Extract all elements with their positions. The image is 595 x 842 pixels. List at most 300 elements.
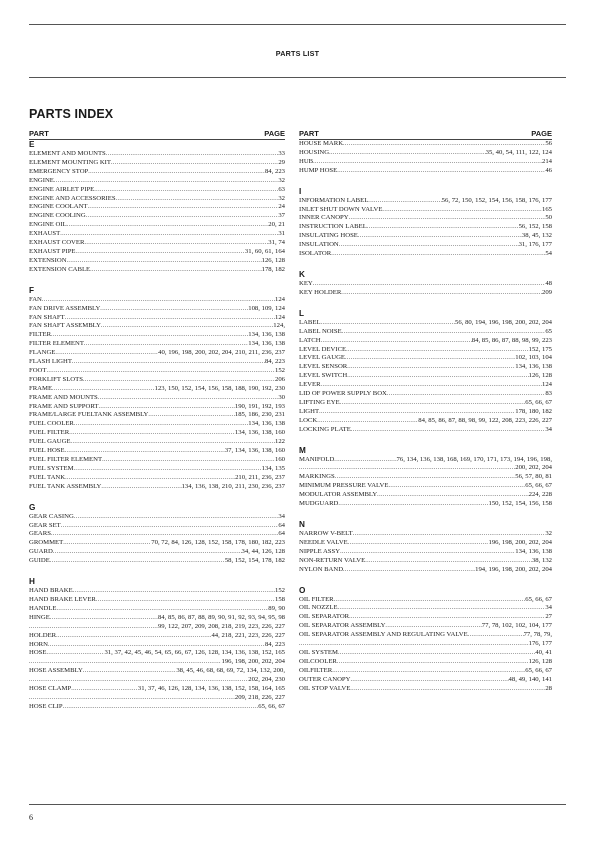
dot-leader bbox=[349, 214, 546, 223]
section-letter: N bbox=[299, 520, 305, 529]
part-name: FRAME/LARGE FUELTANK ASSEMBLY bbox=[29, 411, 149, 419]
index-entry bbox=[299, 223, 552, 232]
index-entry bbox=[29, 530, 285, 539]
dot-leader bbox=[299, 464, 515, 473]
page-refs: 31 bbox=[278, 230, 285, 238]
index-entry bbox=[29, 456, 285, 465]
dot-leader bbox=[29, 623, 158, 632]
dot-leader bbox=[29, 694, 235, 703]
dot-leader bbox=[74, 420, 248, 429]
index-entry bbox=[29, 159, 285, 168]
section-gap bbox=[299, 575, 552, 586]
dot-leader bbox=[338, 500, 488, 509]
page-refs: 134, 136, 138 bbox=[248, 340, 285, 348]
index-entry bbox=[29, 239, 285, 248]
page-refs: 134, 136, 138, 210, 211, 230, 236, 237 bbox=[181, 482, 285, 490]
index-entry bbox=[299, 206, 552, 215]
part-name: HANDLE bbox=[29, 604, 57, 612]
dot-leader bbox=[299, 640, 529, 649]
part-name: INSULATION bbox=[299, 241, 339, 249]
part-name: HORN bbox=[29, 640, 48, 648]
part-name: NIPPLE ASSY bbox=[299, 547, 341, 555]
index-entry bbox=[299, 658, 552, 667]
dot-leader bbox=[367, 223, 519, 232]
part-name: OIL SEPARATOR bbox=[299, 613, 350, 621]
index-entry bbox=[299, 500, 552, 509]
index-entry bbox=[29, 314, 285, 323]
dot-leader bbox=[313, 158, 542, 167]
page-refs: 124 bbox=[274, 313, 285, 321]
page-refs: 56 bbox=[545, 140, 552, 147]
page-refs: 48, 49, 140, 141 bbox=[508, 675, 552, 683]
index-entry bbox=[29, 522, 285, 531]
index-entry bbox=[29, 195, 285, 204]
dot-leader bbox=[345, 354, 515, 363]
page-refs: 37, 134, 136, 138, 160 bbox=[224, 447, 285, 455]
part-name: LIFTING EYE bbox=[299, 398, 340, 406]
index-entry bbox=[29, 177, 285, 186]
page-refs: 64 bbox=[278, 530, 285, 538]
page-refs: 32 bbox=[278, 176, 285, 184]
dot-leader bbox=[29, 676, 248, 685]
index-entry bbox=[299, 596, 552, 605]
page-refs: 56, 80, 194, 196, 198, 200, 202, 204 bbox=[455, 318, 552, 326]
part-name: OIL SEPARATOR ASSEMBLY AND REGULATING VALVE bbox=[299, 631, 468, 639]
page-refs: 124 bbox=[541, 381, 552, 389]
page-refs: 33 bbox=[278, 150, 285, 157]
part-name: OIL NOZZLE bbox=[299, 604, 338, 612]
part-name: HOUSING bbox=[299, 148, 330, 156]
dot-leader bbox=[385, 622, 481, 631]
page-refs: 35, 40, 54, 111, 122, 124 bbox=[485, 148, 552, 156]
index-entry bbox=[29, 367, 285, 376]
dot-leader bbox=[358, 232, 522, 241]
page-refs: 89, 90 bbox=[268, 604, 285, 612]
index-entry bbox=[29, 605, 285, 614]
section-gap bbox=[299, 298, 552, 309]
page-refs: 102, 103, 104 bbox=[515, 354, 552, 362]
dot-leader bbox=[337, 658, 529, 667]
page-refs: 56, 57, 80, 81 bbox=[515, 473, 552, 481]
section-gap bbox=[299, 259, 552, 270]
index-entry bbox=[29, 438, 285, 447]
part-name: HUB bbox=[299, 157, 314, 165]
page-refs: 209 bbox=[541, 288, 552, 296]
dot-leader bbox=[116, 195, 279, 204]
index-entry bbox=[29, 230, 285, 239]
dot-leader bbox=[343, 566, 475, 575]
page-refs: 65, 66, 67 bbox=[525, 482, 552, 490]
part-name: HAND BRAKE LEVER bbox=[29, 595, 96, 603]
index-entry bbox=[299, 426, 552, 435]
page-refs: 122 bbox=[274, 438, 285, 446]
dot-leader bbox=[90, 266, 261, 275]
part-header: PART bbox=[299, 129, 319, 138]
page-refs: 152 bbox=[274, 587, 285, 595]
page-refs: 44, 218, 221, 223, 226, 227 bbox=[211, 631, 285, 639]
page-refs: 40, 196, 198, 200, 202, 204, 210, 211, 236, 237 bbox=[158, 349, 285, 357]
part-name: FRAME AND MOUNTS bbox=[29, 393, 98, 401]
index-entry bbox=[29, 513, 285, 522]
page-refs: 152 bbox=[274, 366, 285, 374]
index-title: PARTS INDEX bbox=[29, 107, 114, 121]
page-refs: 214 bbox=[541, 157, 552, 165]
part-name: INSTRUCTION LABEL bbox=[299, 223, 367, 231]
index-entry bbox=[29, 703, 285, 712]
page-refs: 124, bbox=[273, 322, 285, 330]
index-entry bbox=[299, 241, 552, 250]
index-entry bbox=[29, 429, 285, 438]
page-refs: 134, 136, 138, 160 bbox=[234, 429, 285, 437]
index-entry bbox=[29, 212, 285, 221]
dot-leader bbox=[74, 513, 279, 522]
dot-leader bbox=[61, 522, 279, 531]
part-name: LEVEL SENSOR bbox=[299, 363, 348, 371]
dot-leader bbox=[334, 456, 396, 465]
dot-leader bbox=[84, 340, 248, 349]
part-name: NON-RETURN VALVE bbox=[299, 556, 366, 564]
page-refs: 190, 191, 192, 193 bbox=[234, 402, 285, 410]
part-name: LEVEL GAUGE bbox=[299, 354, 345, 362]
dot-leader bbox=[56, 632, 211, 641]
dot-leader bbox=[83, 376, 275, 385]
page-refs: 38, 45, 46, 68, 68, 69, 72, 134, 132, 200, bbox=[176, 667, 285, 675]
dot-leader bbox=[69, 429, 235, 438]
index-entry bbox=[29, 349, 285, 358]
dot-leader bbox=[350, 685, 545, 694]
index-entry bbox=[299, 631, 552, 640]
dot-leader bbox=[368, 197, 441, 206]
part-name: MUDGUARD bbox=[299, 500, 339, 508]
page-refs: 185, 186, 230, 231 bbox=[234, 411, 285, 419]
section-letter: I bbox=[299, 186, 302, 196]
part-name: ELEMENT MOUNTING KIT bbox=[29, 158, 111, 166]
part-name: OIL SEPARATOR ASSEMBLY bbox=[299, 622, 386, 630]
dot-leader bbox=[313, 280, 546, 289]
index-entry bbox=[29, 667, 285, 676]
index-entry bbox=[29, 539, 285, 548]
index-entry bbox=[29, 474, 285, 483]
part-name: ENGINE AND ACCESSORIES bbox=[29, 194, 116, 202]
page-refs: 63 bbox=[278, 185, 285, 193]
index-entry bbox=[299, 473, 552, 482]
index-entry bbox=[299, 613, 552, 622]
index-entry bbox=[29, 385, 285, 394]
page-refs: 34 bbox=[545, 425, 552, 433]
dot-leader bbox=[365, 557, 532, 566]
page-refs: 84, 223 bbox=[264, 167, 285, 175]
index-entry bbox=[299, 667, 552, 676]
part-name: MARKINGS bbox=[299, 473, 335, 481]
part-name: ISOLATOR bbox=[299, 250, 332, 258]
part-name: OIL SYSTEM bbox=[299, 648, 338, 656]
dot-leader bbox=[338, 604, 546, 613]
dot-leader bbox=[340, 399, 526, 408]
page-refs: 134, 135 bbox=[261, 464, 285, 472]
part-name: LIGHT bbox=[299, 407, 320, 415]
index-entries bbox=[299, 140, 552, 694]
page-refs: 77, 78, 102, 102, 104, 177 bbox=[481, 622, 552, 630]
dot-leader bbox=[321, 381, 542, 390]
dot-leader bbox=[29, 658, 221, 667]
index-entry bbox=[299, 456, 552, 465]
part-name: FAN SHAFT bbox=[29, 313, 65, 321]
page-refs: 34 bbox=[545, 604, 552, 612]
page-refs: 76, 134, 136, 138, 168, 169, 170, 171, 173, 194, 196, 198, bbox=[396, 455, 552, 463]
index-entry bbox=[299, 622, 552, 631]
page-refs: 200, 202, 204 bbox=[515, 464, 552, 472]
index-entry bbox=[299, 381, 552, 390]
dot-leader bbox=[74, 465, 262, 474]
index-entry bbox=[299, 280, 552, 289]
page-header: PAGE bbox=[264, 129, 285, 138]
section-letter: K bbox=[299, 269, 305, 279]
column-header bbox=[299, 129, 552, 140]
dot-leader bbox=[342, 328, 546, 337]
part-name: GROMMET bbox=[29, 539, 64, 547]
part-name: FILTER bbox=[29, 331, 52, 339]
index-entry bbox=[299, 649, 552, 658]
page-refs: 24 bbox=[278, 203, 285, 211]
dot-leader bbox=[341, 289, 542, 298]
part-name: HOLDER bbox=[29, 631, 57, 639]
dot-leader bbox=[71, 685, 138, 694]
page-refs: 56, 152, 158 bbox=[518, 223, 552, 231]
part-name: LABEL bbox=[299, 318, 321, 326]
page-refs: 108, 109, 124 bbox=[248, 304, 285, 312]
page-refs: 178, 182 bbox=[261, 265, 285, 273]
page-refs: 30 bbox=[278, 393, 285, 401]
dot-leader bbox=[72, 358, 265, 367]
part-name: INNER CANOPY bbox=[299, 214, 349, 222]
part-name: FUEL HOSE bbox=[29, 447, 65, 455]
index-entry bbox=[299, 417, 552, 426]
part-name: HOSE bbox=[29, 649, 47, 657]
page-refs: 46 bbox=[545, 166, 552, 174]
page-refs: 77, 78, 79, bbox=[523, 631, 552, 639]
index-entry bbox=[29, 168, 285, 177]
page-refs: 28 bbox=[545, 684, 552, 692]
part-name: OILCOOLER bbox=[299, 657, 337, 665]
page-refs: 31, 74 bbox=[268, 239, 285, 247]
index-entry bbox=[299, 149, 552, 158]
index-entry bbox=[29, 587, 285, 596]
page-refs: 134, 136, 138 bbox=[248, 331, 285, 339]
page-refs: 65, 66, 67 bbox=[525, 595, 552, 603]
dot-leader bbox=[331, 250, 545, 259]
part-name: LATCH bbox=[299, 336, 321, 344]
index-entry bbox=[29, 257, 285, 266]
index-entry bbox=[299, 408, 552, 417]
part-name: EXHAUST COVER bbox=[29, 239, 85, 247]
index-entry bbox=[299, 685, 552, 694]
part-name: KEY bbox=[299, 279, 313, 287]
index-entry bbox=[29, 296, 285, 305]
page-refs: 84, 85, 86, 87, 88, 98, 99, 223 bbox=[471, 336, 552, 344]
dot-leader bbox=[67, 221, 269, 230]
dot-leader bbox=[335, 473, 516, 482]
page-refs: 99, 122, 207, 209, 208, 218, 219, 223, 226, 227 bbox=[157, 622, 285, 630]
dot-leader bbox=[339, 241, 519, 250]
dot-leader bbox=[76, 248, 245, 257]
part-name: HAND BRAKE bbox=[29, 587, 73, 595]
part-name: FRAME AND SUPPORT bbox=[29, 402, 99, 410]
page-refs: 194, 196, 198, 200, 202, 204 bbox=[475, 565, 552, 573]
page-refs: 209, 218, 226, 227 bbox=[234, 693, 285, 701]
part-name: OILFILTER bbox=[299, 666, 333, 674]
index-entry bbox=[299, 197, 552, 206]
dot-leader bbox=[46, 367, 275, 376]
index-entry bbox=[29, 614, 285, 623]
page-refs: 56, 72, 150, 152, 154, 156, 158, 176, 177 bbox=[441, 196, 552, 204]
index-entry bbox=[29, 266, 285, 275]
page-refs: 84, 85, 86, 87, 88, 89, 90, 91, 92, 93, 94, 95, 98 bbox=[157, 613, 285, 621]
part-name: MINIMUM PRESSURE VALVE bbox=[299, 482, 389, 490]
part-name: MANIFOLD bbox=[299, 455, 335, 463]
part-name: GUARD bbox=[29, 548, 53, 556]
dot-leader bbox=[388, 482, 525, 491]
part-name: FAN bbox=[29, 295, 42, 303]
page-refs: 34 bbox=[278, 512, 285, 520]
index-entry bbox=[29, 203, 285, 212]
dot-leader bbox=[86, 212, 279, 221]
page-refs: 126, 128 bbox=[528, 372, 552, 380]
page-refs: 20, 21 bbox=[268, 221, 285, 229]
part-name: LEVEL DEVICE bbox=[299, 345, 347, 353]
dot-leader bbox=[348, 539, 489, 548]
part-name: INSULATING HOSE bbox=[299, 232, 358, 240]
dot-leader bbox=[63, 539, 151, 548]
dot-leader bbox=[60, 230, 278, 239]
part-name: HINGE bbox=[29, 613, 50, 621]
part-name: FUEL GAUGE bbox=[29, 438, 71, 446]
part-name: FAN SHAFT ASSEMBLY bbox=[29, 322, 101, 330]
page-refs: 126, 128 bbox=[261, 256, 285, 264]
dot-leader bbox=[347, 363, 515, 372]
dot-leader bbox=[73, 587, 275, 596]
page-refs: 165 bbox=[541, 205, 552, 213]
part-name: LABEL NOISE bbox=[299, 327, 342, 335]
part-name: HOSE ASSEMBLY bbox=[29, 667, 83, 675]
dot-leader bbox=[65, 447, 225, 456]
index-entry bbox=[299, 214, 552, 223]
page-refs: 126, 128 bbox=[528, 657, 552, 665]
page-refs: 134, 136, 138 bbox=[515, 363, 552, 371]
part-name: GUIDE bbox=[29, 557, 50, 565]
index-entry-continuation bbox=[29, 658, 285, 667]
page-refs: 31, 37, 42, 45, 46, 54, 65, 66, 67, 126, 128, 134, 136, 138, 152, 165 bbox=[104, 649, 285, 657]
index-entry bbox=[29, 340, 285, 349]
page-refs: 54 bbox=[545, 250, 552, 258]
part-name: ELEMENT AND MOUNTS bbox=[29, 150, 106, 157]
index-entry bbox=[29, 394, 285, 403]
page-refs: 65, 66, 67 bbox=[525, 398, 552, 406]
index-entry bbox=[29, 411, 285, 420]
part-name: EXTENSION CABLE bbox=[29, 265, 91, 273]
dot-leader bbox=[51, 530, 278, 539]
page-refs: 65 bbox=[545, 327, 552, 335]
part-name: FLASH LIGHT bbox=[29, 358, 72, 366]
part-name: EXHAUST bbox=[29, 230, 61, 238]
index-entry bbox=[29, 641, 285, 650]
index-entry bbox=[29, 150, 285, 159]
index-entry bbox=[299, 372, 552, 381]
index-entry bbox=[29, 483, 285, 492]
part-name: FOOT bbox=[29, 366, 47, 374]
part-name: ENGINE COOLANT bbox=[29, 203, 88, 211]
index-entry bbox=[29, 403, 285, 412]
running-header: PARTS LIST bbox=[275, 49, 320, 58]
index-column-left bbox=[29, 129, 285, 712]
section-letter: F bbox=[29, 285, 35, 295]
index-entry bbox=[299, 363, 552, 372]
dot-leader bbox=[67, 257, 262, 266]
section-gap bbox=[299, 176, 552, 187]
dot-leader bbox=[88, 168, 265, 177]
page-refs: 196, 198, 200, 202, 204 bbox=[221, 658, 285, 666]
dot-leader bbox=[55, 349, 158, 358]
dot-leader bbox=[343, 140, 545, 149]
dot-leader bbox=[94, 186, 278, 195]
part-name: FLANGE bbox=[29, 349, 56, 357]
dot-leader bbox=[71, 438, 275, 447]
index-entry bbox=[29, 447, 285, 456]
section-gap bbox=[29, 275, 285, 286]
part-name: FRAME bbox=[29, 384, 53, 392]
index-entry bbox=[29, 420, 285, 429]
page-refs: 31, 176, 177 bbox=[518, 241, 552, 249]
part-name: EXTENSION bbox=[29, 256, 67, 264]
index-entry bbox=[29, 685, 285, 694]
part-name: ENGINE OIL bbox=[29, 221, 67, 229]
page-refs: 158 bbox=[274, 595, 285, 603]
dot-leader bbox=[50, 557, 225, 566]
section-letter: E bbox=[29, 140, 35, 149]
page-refs: 150, 152, 154, 156, 158 bbox=[488, 500, 552, 508]
index-entry bbox=[299, 557, 552, 566]
dot-leader bbox=[57, 605, 269, 614]
dot-leader bbox=[321, 319, 455, 328]
dot-leader bbox=[321, 337, 472, 346]
index-entry bbox=[299, 354, 552, 363]
index-entry bbox=[299, 337, 552, 346]
dot-leader bbox=[101, 483, 181, 492]
dot-leader bbox=[48, 641, 265, 650]
page-refs: 206 bbox=[274, 375, 285, 383]
dot-leader bbox=[377, 491, 528, 500]
dot-leader bbox=[350, 676, 508, 685]
index-entry bbox=[29, 376, 285, 385]
index-entry-continuation bbox=[29, 623, 285, 632]
part-name: KEY HOLDER bbox=[299, 288, 342, 296]
index-entry bbox=[29, 465, 285, 474]
index-entry bbox=[299, 328, 552, 337]
page-refs: 48 bbox=[545, 279, 552, 287]
dot-leader bbox=[468, 631, 524, 640]
part-name: INLET SHUT DOWN VALVE bbox=[299, 205, 383, 213]
index-entry bbox=[299, 319, 552, 328]
part-name: FORKLIFT SLOTS bbox=[29, 375, 83, 383]
part-name: FAN DRIVE ASSEMBLY bbox=[29, 304, 101, 312]
page-refs: 134, 136, 138 bbox=[248, 420, 285, 428]
index-entry bbox=[29, 358, 285, 367]
index-entry bbox=[299, 390, 552, 399]
part-name: FUEL TANK bbox=[29, 473, 66, 481]
index-entry bbox=[299, 604, 552, 613]
dot-leader bbox=[319, 408, 515, 417]
page-refs: 210, 211, 236, 237 bbox=[235, 473, 285, 481]
dot-leader bbox=[65, 314, 275, 323]
